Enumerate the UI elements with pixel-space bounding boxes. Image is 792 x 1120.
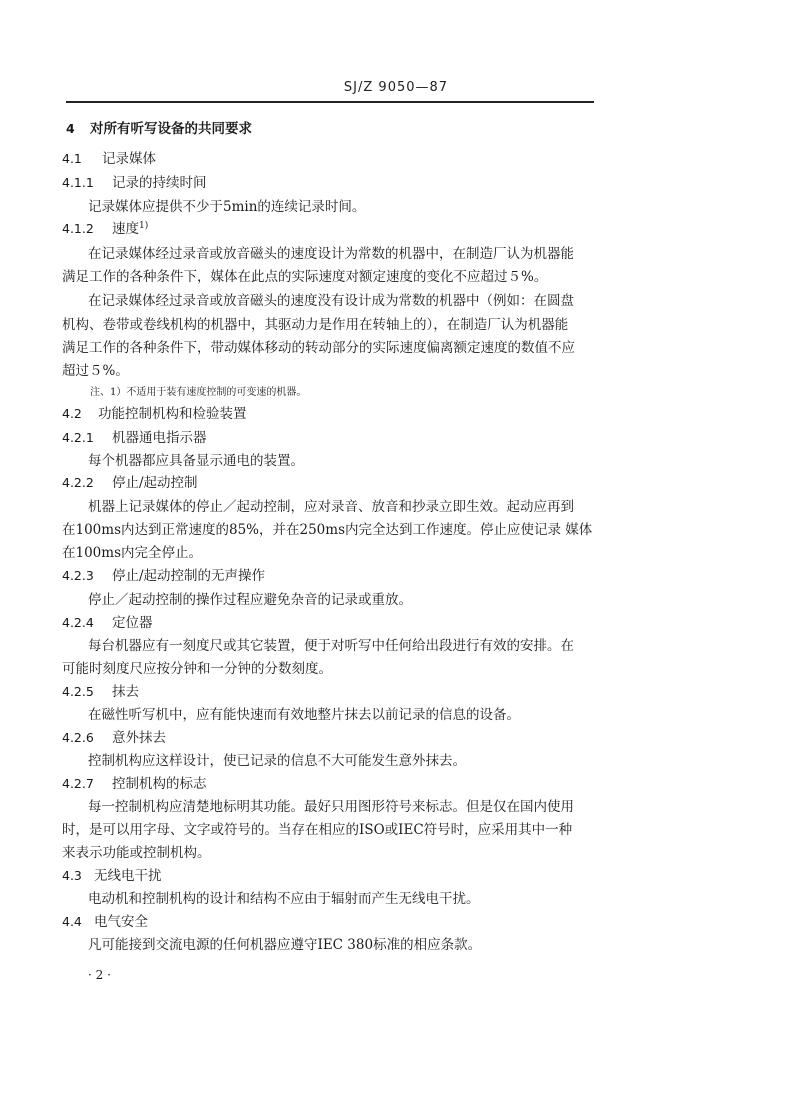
header-rule [66,101,594,103]
clause-heading [62,729,166,747]
footnote-mark: 1) [139,221,149,231]
clause-heading [62,683,139,701]
section-title: 对所有听写设备的共同要求 [90,121,252,137]
clause-heading [62,220,148,238]
section-number: 4.2.6 [62,730,94,745]
subsection-heading [62,913,148,931]
section-number: 4 [66,121,75,136]
paragraph-line: 凡可能接到交流电源的任何机器应遵守IEC 380标准的相应条款。 [88,937,482,953]
subsection-heading [62,150,156,168]
section-title: 停止/起动控制的无声操作 [112,568,266,584]
clause-heading [62,174,207,192]
section-title: 停止/起动控制 [112,475,198,491]
section-number: 4.2.1 [62,430,94,445]
paragraph-line: 每一控制机构应清楚地标明其功能。最好只用图形符号来标志。但是仅在国内使用 [88,799,574,815]
section-title: 抹去 [112,684,139,700]
section-number: 4.2.5 [62,684,94,699]
paragraph-line: 时，是可以用字母、文字或符号的。当存在相应的ISO或IEC符号时，应采用其中一种 [62,822,573,838]
paragraph-line: 控制机构应这样设计，使已记录的信息不大可能发生意外抹去。 [88,753,466,769]
section-number: 4.3 [62,868,82,883]
paragraph-line: 在记录媒体经过录音或放音磁头的速度没有设计成为常数的机器中（例如：在圆盘 [88,293,574,309]
paragraph-line: 在100ms内完全停止。 [62,545,202,561]
paragraph-line: 记录媒体应提供不少于5min的连续记录时间。 [88,199,366,215]
subsection-heading [62,867,162,885]
paragraph-line: 超过５%。 [62,363,129,379]
section-number: 4.2.7 [62,776,94,791]
paragraph-line: 机器上记录媒体的停止／起动控制，应对录音、放音和抄录立即生效。起动应再到 [88,499,574,515]
section-number: 4.2.4 [62,615,94,630]
clause-heading [62,775,207,793]
clause-heading [62,474,198,492]
section-number: 4.1.1 [62,175,94,190]
paragraph-line: 满足工作的各种条件下，带动媒体移动的转动部分的实际速度偏离额定速度的数值不应 [62,340,575,356]
paragraph-line: 可能时刻度尺应按分钟和一分钟的分数刻度。 [62,661,332,677]
paragraph-line: 在100ms内达到正常速度的85%，并在250ms内完全达到工作速度。停止应使记录 媒体 [62,522,593,538]
section-number: 4.2.2 [62,475,94,490]
subsection-heading [62,405,247,423]
section-number: 4.1.2 [62,221,94,236]
section-title: 意外抹去 [112,730,166,746]
paragraph-line: 机构、卷带或卷线机构的机器中，其驱动力是作用在转轴上的），在制造厂认为机器能 [62,317,569,333]
section-title: 功能控制机构和检验装置 [98,406,247,422]
section-number: 4.1 [62,151,82,166]
standard-code: SJ/Z 9050—87 [343,80,449,95]
paragraph-line: 在磁性听写机中，应有能快速而有效地整片抹去以前记录的信息的设备。 [88,707,520,723]
section-number: 4.2 [62,406,82,421]
section-heading [66,120,252,138]
section-title: 记录媒体 [102,151,156,167]
paragraph-line: 满足工作的各种条件下，媒体在此点的实际速度对额定速度的变化不应超过５%。 [62,269,548,285]
footnote: 注、1）不适用于装有速度控制的可变速的机器。 [90,387,307,398]
clause-heading [62,567,265,585]
paragraph-line: 每个机器都应具备显示通电的装置。 [88,453,304,469]
section-title: 无线电干扰 [94,868,162,884]
section-title: 电气安全 [94,914,148,930]
section-title: 记录的持续时间 [112,175,207,191]
paragraph-line: 在记录媒体经过录音或放音磁头的速度设计为常数的机器中，在制造厂认为机器能 [88,246,574,262]
page-number: · 2 · [88,968,111,982]
section-title: 控制机构的标志 [112,776,207,792]
section-number: 4.2.3 [62,568,94,583]
clause-heading [62,614,153,632]
section-number: 4.4 [62,914,82,929]
section-title: 机器通电指示器 [112,430,207,446]
paragraph-line: 停止／起动控制的操作过程应避免杂音的记录或重放。 [88,592,412,608]
section-title: 速度 [112,221,139,237]
clause-heading [62,429,207,447]
paragraph-line: 来表示功能或控制机构。 [62,845,211,861]
section-title: 定位器 [112,615,153,631]
paragraph-line: 每台机器应有一刻度尺或其它装置，便于对听写中任何给出段进行有效的安排。在 [88,638,574,654]
paragraph-line: 电动机和控制机构的设计和结构不应由于辐射而产生无线电干扰。 [88,891,480,907]
